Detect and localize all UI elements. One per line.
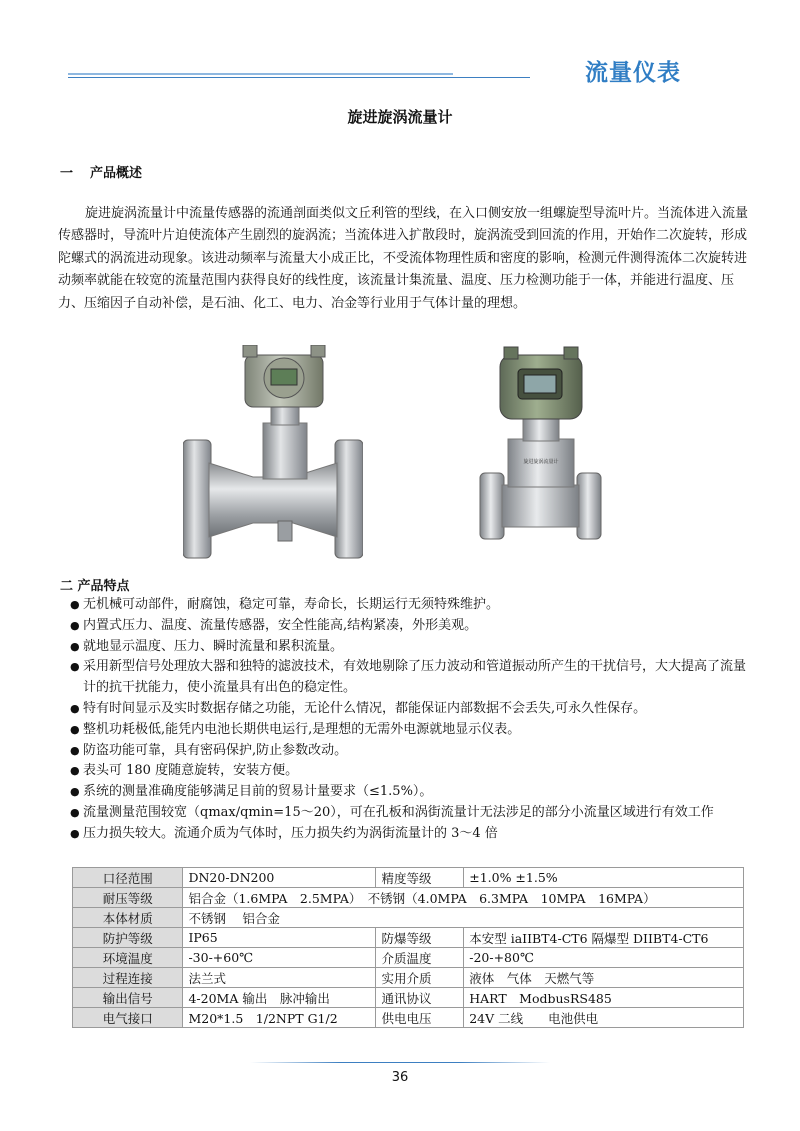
spec-label: 输出信号 [73,988,183,1008]
table-row [73,908,744,928]
spec-label: 电气接口 [73,1008,183,1028]
spec-label: 通讯协议 [376,988,464,1008]
section-2-heading: 二 产品特点 [60,579,130,594]
feature-item: ● 防盗功能可靠，具有密码保护,防止参数改动。 [70,741,750,762]
feature-item: ● 无机械可动部件，耐腐蚀，稳定可靠，寿命长，长期运行无须特殊维护。 [70,595,750,616]
feature-item: ● 表头可 180 度随意旋转，安装方便。 [70,761,750,782]
spec-value: ±1.0% ±1.5% [464,868,744,888]
table-row [73,988,744,1008]
table-row [73,948,744,968]
spec-table [72,867,744,1028]
spec-value: 液体 气体 天燃气等 [464,968,744,988]
section-1-number: 一 [60,166,74,181]
footer-rule [250,1062,550,1063]
feature-list [70,595,750,845]
header-title: 流量仪表 [585,60,681,86]
spec-value: 法兰式 [183,968,376,988]
spec-value: 铝合金（1.6MPA 2.5MPA） 不锈钢（4.0MPA 6.3MPA 10MPA 16MPA） [183,888,744,908]
section-1-heading [60,162,142,181]
header-rule-light [68,73,453,75]
spec-label: 防护等级 [73,928,183,948]
spec-label: 精度等级 [376,868,464,888]
page-number: 36 [391,1070,409,1085]
spec-label: 防爆等级 [376,928,464,948]
spec-label: 环境温度 [73,948,183,968]
spec-value: 24V 二线 电池供电 [464,1008,744,1028]
spec-value: 不锈钢 铝合金 [183,908,744,928]
feature-item: ● 流量测量范围较宽（qmax/qmin=15～20），可在孔板和涡街流量计无法涉足的部分小流量区域进行有效工作 [70,803,750,824]
flowmeter-photo-1 [183,345,363,560]
feature-item: ● 就地显示温度、压力、瞬时流量和累积流量。 [70,637,750,658]
feature-item: ● 系统的测量准确度能够满足目前的贸易计量要求（≤1.5%）。 [70,782,750,803]
flowmeter-photo-2 [478,345,603,560]
photo-2-nameplate: 旋进旋涡流量计 [523,459,559,465]
feature-item: ● 压力损失较大。流通介质为气体时，压力损失约为涡街流量计的 3～4 倍 [70,824,750,845]
overview-text: 旋进旋涡流量计中流量传感器的流通剖面类似文丘利管的型线，在入口侧安放一组螺旋型导流叶片。当流体进入流量传感器时，导流叶片迫使流体产生剧烈的旋涡流；当流体进入扩散段时，旋涡流受到回流的作用，开始作二次旋转，形成陀螺式的涡流进动现象。该进动频率与流量大小成正比，不受流体物理性质和密度的影响，检测元件测得流体二次旋转进动频率就能在较宽的流量范围内获得良好的线性度，该流量计集流量、温度、压力检测功能于一体，并能进行温度、压力、压缩因子自动补偿，是石油、化工、电力、冶金等行业用于气体计量的理想。 [58,206,749,311]
spec-value: 本安型 iaIIBT4-CT6 隔爆型 DIIBT4-CT6 [464,928,744,948]
spec-label: 过程连接 [73,968,183,988]
spec-value: -30-+60℃ [183,948,376,968]
table-row [73,968,744,988]
table-row [73,1008,744,1028]
feature-item: ● 内置式压力、温度、流量传感器，安全性能高,结构紧凑，外形美观。 [70,616,750,637]
document-title: 旋进旋涡流量计 [347,108,453,126]
spec-value: M20*1.5 1/2NPT G1/2 [183,1008,376,1028]
feature-item: ● 整机功耗极低,能凭内电池长期供电运行,是理想的无需外电源就地显示仪表。 [70,720,750,741]
header-rule [68,77,530,78]
spec-value: -20-+80℃ [464,948,744,968]
spec-label: 口径范围 [73,868,183,888]
spec-value: 4-20MA 输出 脉冲输出 [183,988,376,1008]
section-1-title: 产品概述 [90,166,143,181]
table-row [73,888,744,908]
spec-label: 耐压等级 [73,888,183,908]
spec-label: 介质温度 [376,948,464,968]
spec-value: DN20-DN200 [183,868,376,888]
feature-item: ● 采用新型信号处理放大器和独特的滤波技术，有效地剔除了压力波动和管道振动所产生的干扰信号，大大提高了流量计的抗干扰能力，使小流量具有出色的稳定性。 [70,657,750,699]
spec-label: 本体材质 [73,908,183,928]
spec-label: 供电电压 [376,1008,464,1028]
table-row [73,868,744,888]
table-row [73,928,744,948]
feature-item: ● 特有时间显示及实时数据存储之功能，无论什么情况，都能保证内部数据不会丢失,可永久性保存。 [70,699,750,720]
spec-label: 实用介质 [376,968,464,988]
overview-paragraph [58,203,748,315]
spec-value: IP65 [183,928,376,948]
spec-value: HART ModbusRS485 [464,988,744,1008]
